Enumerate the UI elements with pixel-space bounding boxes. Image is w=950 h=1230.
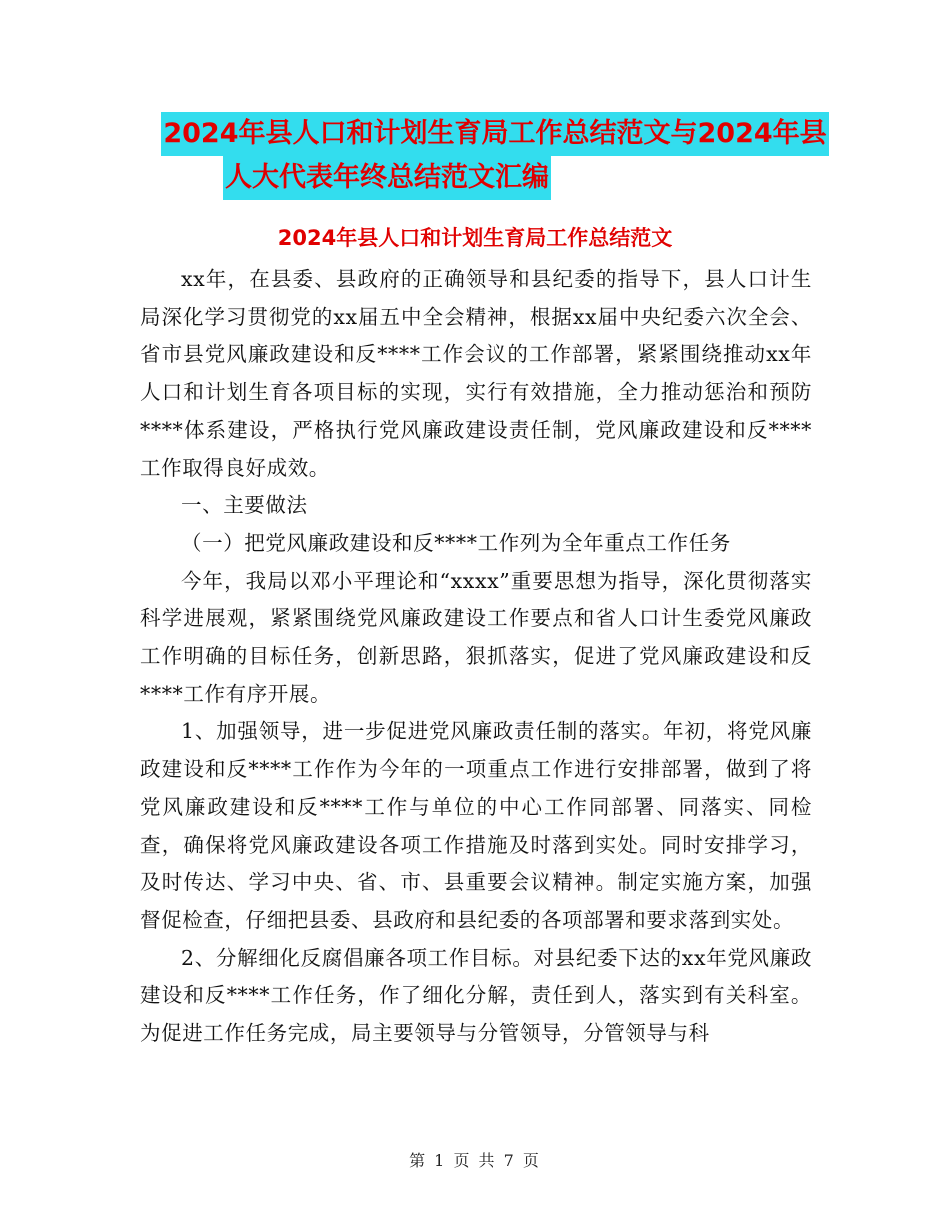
document-title [0, 112, 950, 200]
paragraph-item-1: 1、加强领导，进一步促进党风廉政责任制的落实。年初，将党风廉政建设和反****工作作为今年的一项重点工作进行安排部署，做到了将党风廉政建设和反****工作与单位的中心工作同部署、同落实、同检查，确保将党风廉政建设各项工作措施及时落到实处。同时安排学习，及时传达、学习中央、省、市、县重要会议精神。制定实施方案，加强督促检查，仔细把县委、县政府和县纪委的各项部署和要求落到实处。 [140, 719, 812, 932]
paragraph-item-2: 2、分解细化反腐倡廉各项工作目标。对县纪委下达的xx年党风廉政建设和反****工作任务，作了细化分解，责任到人，落实到有关科室。为促进工作任务完成，局主要领导与分管领导，分管领导与科 [140, 945, 812, 1046]
section-heading: 2024年县人口和计划生育局工作总结范文 [277, 226, 673, 250]
page-footer: 第 1 页 共 7 页 [409, 1151, 541, 1170]
document-title-line-1: 2024年县人口和计划生育局工作总结范文与2024年县 [161, 112, 828, 156]
paragraph-this-year: 今年，我局以邓小平理论和“xxxx”重要思想为指导，深化贯彻落实科学进展观，紧紧围绕党风廉政建设工作要点和省人口计生委党风廉政工作明确的目标任务，创新思路，狠抓落实，促进了党风廉政建设和反****工作有序开展。 [140, 568, 812, 706]
paragraph-heading-main-practices: 一、主要做法 [181, 493, 308, 518]
paragraph-subheading-1: （一）把党风廉政建设和反****工作列为全年重点工作任务 [181, 530, 731, 555]
paragraph-intro: xx年，在县委、县政府的正确领导和县纪委的指导下，县人口计生局深化学习贯彻党的xx届五中全会精神，根据xx届中央纪委六次全会、省市县党风廉政建设和反****工作会议的工作部署，紧紧围绕推动xx年人口和计划生育各项目标的实现，实行有效措施，全力推动惩治和预防****体系建设，严格执行党风廉政建设责任制，党风廉政建设和反****工作取得良好成效。 [140, 267, 812, 480]
document-body [140, 261, 812, 1053]
document-title-line-2: 人大代表年终总结范文汇编 [223, 156, 551, 200]
